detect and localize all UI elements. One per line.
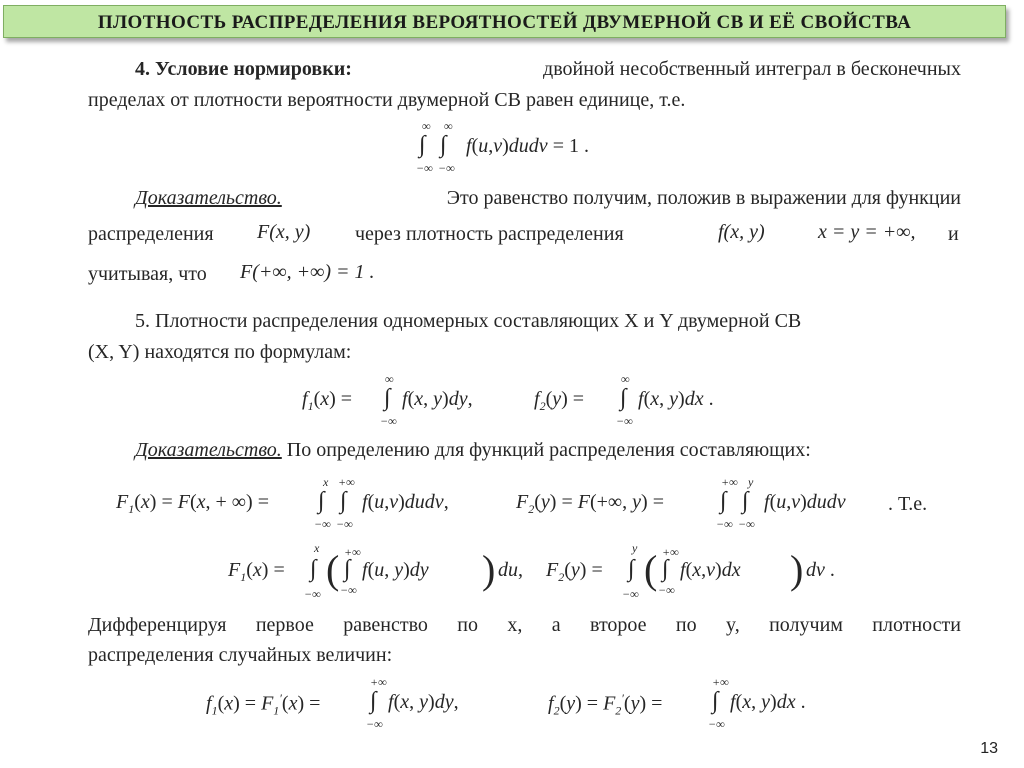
formula-normalization: ∞ ∞ ∫ ∫ −∞ −∞ f(u,v)dudv = 1 .	[416, 119, 589, 175]
proof2-line1	[135, 438, 811, 462]
proof1-cond: x = y = +∞,	[818, 221, 916, 243]
p4-line1-text: двойной несобственный интеграл в бесконечных	[543, 58, 961, 80]
proof1-f: f(x, y)	[718, 221, 765, 243]
proof1-line2-a: распределения	[88, 223, 214, 245]
p5-line1: 5. Плотности распределения одномерных составляющих X и Y двумерной СВ	[135, 310, 802, 332]
proof1-F: F(x, y)	[257, 221, 311, 243]
proof2-line1-text: По определению для функций распределения составляющих:	[286, 439, 811, 461]
proof1-and: и	[948, 223, 959, 245]
proof1-line3-f: F(+∞, +∞) = 1 .	[240, 261, 375, 283]
p4-lead: 4. Условие нормировки:	[135, 58, 352, 80]
diff-line2: распределения случайных величин:	[88, 644, 393, 666]
p4-line1	[135, 57, 961, 81]
proof2-tail: . Т.е.	[888, 493, 928, 515]
proof1-line1-text: Это равенство получим, положив в выражении для функции	[446, 187, 961, 209]
proof2-lead: Доказательство.	[135, 439, 282, 461]
p5-line2: (X, Y) находятся по формулам:	[88, 341, 352, 363]
proof1-lead: Доказательство.	[135, 187, 282, 209]
proof1-line1	[135, 186, 961, 210]
slide-title: ПЛОТНОСТЬ РАСПРЕДЕЛЕНИЯ ВЕРОЯТНОСТЕЙ ДВУМЕРНОЙ СВ И ЕЁ СВОЙСТВА	[97, 12, 912, 33]
formula-distribution-functions: $F_1(x) = F(x$, + ∞) = x +∞ ∫ ∫ −∞ −∞ f(u,v)dudv, $F_2(y) = F(+\infty$, y) = +∞ y ∫ ∫ −∞ −∞ f(u,v)dudv . Т.е.	[116, 475, 928, 531]
page-number: 13	[980, 740, 998, 757]
formula-nested-integrals: $F_1(x)$ = x ∫ −∞ ( +∞ ∫ −∞ f(u, y)dy ) du, $F_2(y)$ = y ∫ −∞ ( +∞ ∫ −∞ f(x,v)dx ) dv .	[228, 541, 835, 601]
p4-line2: пределах от плотности вероятности двумерной СВ равен единице, т.е.	[88, 89, 686, 111]
formula-marginal-densities: $f_1(x)$ = ∞ ∫ −∞ f(x, y)dy, $f_2(y)$ = ∞ ∫ −∞ f(x, y)dx .	[302, 372, 714, 428]
proof1-line3-a: учитывая, что	[88, 263, 207, 285]
proof1-line2-b: через плотность распределения	[355, 223, 624, 245]
formula-densities-derivative: $f_1(x) = F_1'(x)$ = +∞ ∫ −∞ f(x, y)dy, $f_2(y) = F_2'(y)$ = +∞ ∫ −∞ f(x, y)dx .	[206, 675, 806, 731]
diff-line1: Дифференцируя первое равенство по x, а второе по y, получим плотности	[88, 614, 961, 636]
